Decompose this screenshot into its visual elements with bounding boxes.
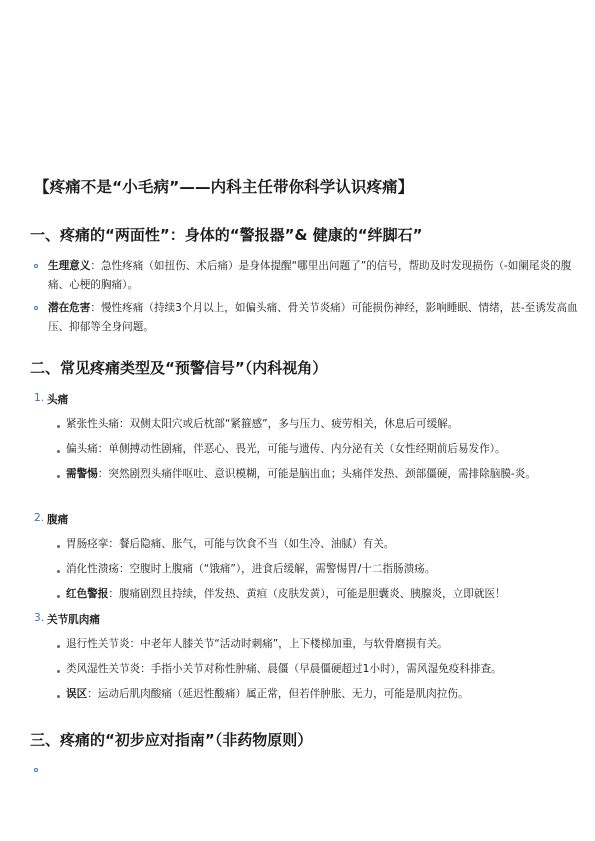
dot-bullet-icon	[57, 695, 60, 698]
item-text: 偏头痛：单侧搏动性剧痛，伴恶心、畏光，可能与遗传、内分泌有关（女性经期前后易发作）。	[66, 443, 506, 455]
group-label: 头痛	[47, 394, 69, 406]
list-item	[48, 299, 580, 337]
dot-bullet-icon	[57, 570, 60, 573]
list-item	[66, 440, 578, 459]
item-text: ：腹痛剧烈且持续，伴发热、黄疸（皮肤发黄），可能是胆囊炎、胰腺炎，立即就医！	[108, 588, 506, 600]
list-item	[66, 535, 578, 554]
item-text: 消化性溃疡：空腹时上腹痛（“饿痛”），进食后缓解，需警惕胃/十二指肠溃疡。	[66, 563, 436, 575]
list-item	[66, 560, 578, 579]
section-2-heading: 二、常见疼痛类型及“预警信号”（内科视角）	[30, 359, 328, 377]
circle-bullet-icon	[34, 264, 38, 268]
item-text: 类风湿性关节炎：手指小关节对称性肿痛、晨僵（早晨僵硬超过1小时），需风湿免疫科排查。	[66, 663, 502, 675]
dot-bullet-icon	[57, 475, 60, 478]
item-text: 退行性关节炎：中老年人膝关节“活动时刺痛”，上下楼梯加重，与软骨磨损有关。	[66, 638, 448, 650]
item-label: 潜在危害	[48, 302, 91, 314]
item-label: 误区	[66, 688, 88, 700]
circle-bullet-icon	[34, 768, 38, 772]
item-text: ：慢性疼痛（持续3个月以上，如偏头痛、骨关节炎痛）可能损伤神经，影响睡眠、情绪，甚-至诱发高血压、抑郁等全身问题。	[48, 302, 578, 333]
list-item	[66, 685, 578, 704]
section-3-heading: 三、疼痛的“初步应对指南”（非药物原则）	[30, 731, 313, 749]
dot-bullet-icon	[57, 545, 60, 548]
dot-bullet-icon	[57, 425, 60, 428]
dot-bullet-icon	[57, 595, 60, 598]
dot-bullet-icon	[57, 645, 60, 648]
item-text: 胃肠痉挛：餐后隐痛、胀气，可能与饮食不当（如生冷、油腻）有关。	[66, 538, 395, 550]
list-item	[48, 257, 580, 295]
item-label: 需警惕	[66, 468, 98, 480]
list-item	[66, 660, 578, 679]
document-title: 【疼痛不是“小毛病”——内科主任带你科学认识疼痛】	[34, 178, 414, 196]
group-number: 3.	[34, 612, 45, 624]
list-item	[66, 585, 578, 604]
group-label: 腹痛	[47, 514, 69, 526]
group-number: 2.	[34, 512, 45, 524]
circle-bullet-icon	[34, 306, 38, 310]
item-text: 紧张性头痛：双侧太阳穴或后枕部“紧箍感”，多与压力、疲劳相关，休息后可缓解。	[66, 418, 459, 430]
group-number: 1.	[34, 392, 45, 404]
item-label: 红色警报	[66, 588, 109, 600]
item-text: ：突然剧烈头痛伴呕吐、意识模糊，可能是脑出血；头痛伴发热、颈部僵硬，需排除脑膜-炎。	[97, 468, 536, 480]
dot-bullet-icon	[57, 670, 60, 673]
list-item	[66, 415, 578, 434]
item-text: ：运动后肌肉酸痛（延迟性酸痛）属正常，但若伴肿胀、无力，可能是肌肉拉伤。	[87, 688, 469, 700]
item-label: 生理意义	[48, 260, 91, 272]
dot-bullet-icon	[57, 450, 60, 453]
group-label: 关节肌肉痛	[47, 614, 100, 626]
list-item	[66, 465, 578, 484]
list-item	[66, 635, 578, 654]
item-text: ：急性疼痛（如扭伤、术后痛）是身体提醒“哪里出问题了”的信号，帮助及时发现损伤（-如阑尾炎的腹痛、心梗的胸痛）。	[48, 260, 572, 291]
section-1-heading: 一、疼痛的“两面性”：身体的“警报器”& 健康的“绊脚石”	[30, 226, 423, 244]
